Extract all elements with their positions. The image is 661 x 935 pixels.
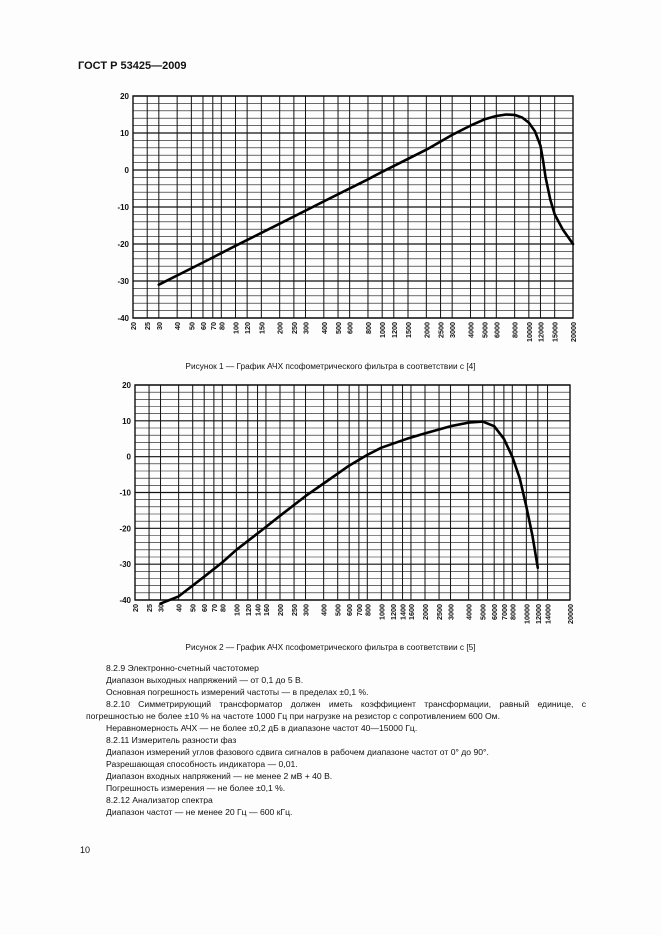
x-tick-label: 1200 <box>389 322 399 338</box>
x-tick-label: 5000 <box>478 604 488 620</box>
section-8-2-11-input: Диапазон входных напряжений — не менее 2 мВ + 40 В. <box>106 771 333 781</box>
y-tick-label: -40 <box>119 596 131 605</box>
x-tick-label: 100 <box>231 322 241 334</box>
x-tick-label: 400 <box>319 322 329 334</box>
x-tick-label: 30 <box>156 604 166 612</box>
figure-2-caption: Рисунок 2 — График АЧХ псофометрического фильтра в соответствии с [5] <box>185 642 476 652</box>
document-header: ГОСТ Р 53425—2009 <box>78 60 187 72</box>
x-tick-label: 1000 <box>378 322 388 338</box>
x-tick-label: 4000 <box>466 322 476 338</box>
x-tick-label: 250 <box>289 322 299 334</box>
x-tick-label: 800 <box>363 604 373 616</box>
x-tick-label: 140 <box>253 604 263 616</box>
x-tick-label: 30 <box>154 322 164 330</box>
y-tick-label: 0 <box>124 166 129 175</box>
section-8-2-11-title: 8.2.11 Измеритель разности фаз <box>106 735 237 745</box>
section-8-2-12-range: Диапазон частот — не менее 20 Гц — 600 кГц. <box>106 807 293 817</box>
x-tick-label: 600 <box>345 322 355 334</box>
x-tick-label: 1400 <box>398 604 408 620</box>
section-8-2-9-error: Основная погрешность измерений частоты — в пределах ±0,1 %. <box>106 687 369 697</box>
x-tick-label: 5000 <box>480 322 490 338</box>
x-tick-label: 20 <box>131 604 140 612</box>
x-tick-label: 12000 <box>536 322 546 342</box>
x-tick-label: 80 <box>218 604 228 612</box>
x-tick-label: 15000 <box>550 322 560 342</box>
section-8-2-11-resolution: Разрешающая способность индикатора — 0,01. <box>106 759 298 769</box>
x-tick-label: 40 <box>173 322 183 330</box>
y-tick-label: -20 <box>119 524 131 534</box>
y-tick-label: -10 <box>117 203 129 212</box>
x-tick-label: 3000 <box>448 322 458 338</box>
x-tick-label: 120 <box>243 604 253 616</box>
x-tick-label: 20 <box>129 322 138 330</box>
x-tick-label: 2000 <box>422 322 432 338</box>
x-tick-label: 20000 <box>566 604 575 624</box>
section-8-2-10-text: 8.2.10 Симметрирующий трансформатор должен иметь коэффициент трансформации, равный единице, с погрешностью не более ±10 % на частоте 1000 Гц при нагрузке на резистор с сопротивлением 600 Ом. <box>86 699 586 721</box>
x-tick-label: 600 <box>345 604 355 616</box>
x-tick-label: 7000 <box>499 604 509 620</box>
x-tick-label: 1600 <box>406 604 416 620</box>
section-8-2-9-title: 8.2.9 Электронно-счетный частотомер <box>106 663 259 673</box>
x-tick-label: 250 <box>290 604 300 616</box>
x-tick-label: 70 <box>209 604 219 612</box>
x-tick-label: 6000 <box>490 604 500 620</box>
y-tick-label: -40 <box>117 314 129 323</box>
x-tick-label: 500 <box>333 604 343 616</box>
x-tick-label: 80 <box>217 322 227 330</box>
y-tick-label: 20 <box>120 92 129 101</box>
y-tick-label: -30 <box>119 560 131 570</box>
section-text <box>86 662 586 818</box>
x-tick-label: 700 <box>354 604 364 616</box>
x-tick-label: 300 <box>301 604 311 616</box>
y-tick-label: 20 <box>122 381 131 390</box>
y-tick-label: -30 <box>117 277 129 286</box>
x-tick-label: 120 <box>243 322 253 334</box>
x-tick-label: 8000 <box>508 604 518 620</box>
x-tick-label: 8000 <box>510 322 520 338</box>
section-8-2-12-title: 8.2.12 Анализатор спектра <box>106 795 213 805</box>
x-tick-label: 25 <box>143 322 153 330</box>
x-tick-label: 14000 <box>543 604 553 624</box>
x-tick-label: 60 <box>198 322 208 330</box>
x-tick-label: 4000 <box>464 604 474 620</box>
x-tick-label: 20000 <box>569 322 578 342</box>
section-8-2-11-range: Диапазон измерений углов фазового сдвига сигналов в рабочем диапазоне частот от 0° до 90°. <box>106 747 489 757</box>
x-tick-label: 2000 <box>421 604 430 620</box>
x-tick-label: 1500 <box>404 322 414 338</box>
y-tick-label: -10 <box>119 488 131 498</box>
y-tick-label: 10 <box>122 416 131 426</box>
y-tick-label: 0 <box>126 452 131 462</box>
x-tick-label: 500 <box>334 322 344 334</box>
x-tick-label: 70 <box>208 322 218 330</box>
x-tick-label: 50 <box>187 322 197 330</box>
x-tick-label: 2500 <box>436 322 446 338</box>
y-tick-label: -20 <box>117 240 129 249</box>
x-tick-label: 1200 <box>388 604 398 620</box>
section-8-2-11-error: Погрешность измерения — не более ±0,1 %. <box>106 783 286 793</box>
x-tick-label: 10000 <box>524 322 534 342</box>
x-tick-label: 200 <box>276 604 285 616</box>
x-tick-label: 6000 <box>492 322 502 339</box>
x-tick-label: 25 <box>145 604 155 612</box>
x-tick-label: 2500 <box>435 604 445 620</box>
x-tick-label: 100 <box>232 604 242 616</box>
x-tick-label: 40 <box>174 604 184 612</box>
figure-1-caption: Рисунок 1 — График АЧХ псофометрического фильтра в соответствии с [4] <box>185 361 476 371</box>
x-tick-label: 150 <box>257 322 267 334</box>
y-tick-label: 10 <box>120 129 129 138</box>
x-tick-label: 300 <box>301 322 311 334</box>
x-tick-label: 60 <box>200 604 210 612</box>
x-tick-label: 160 <box>261 604 271 616</box>
x-tick-label: 12000 <box>533 604 543 624</box>
x-tick-label: 50 <box>188 604 198 612</box>
x-tick-label: 3000 <box>446 604 456 620</box>
x-tick-label: 1000 <box>377 604 387 620</box>
section-8-2-9-range: Диапазон выходных напряжений — от 0,1 до 5 В. <box>106 675 304 685</box>
x-tick-label: 800 <box>363 322 373 334</box>
x-tick-label: 200 <box>275 322 285 334</box>
page-number: 10 <box>80 845 91 855</box>
section-8-2-10-uneven: Неравномерность АЧХ — не более ±0,2 дБ в диапазоне частот 40—15000 Гц. <box>106 723 418 733</box>
x-tick-label: 400 <box>319 604 329 616</box>
x-tick-label: 10000 <box>522 604 532 624</box>
